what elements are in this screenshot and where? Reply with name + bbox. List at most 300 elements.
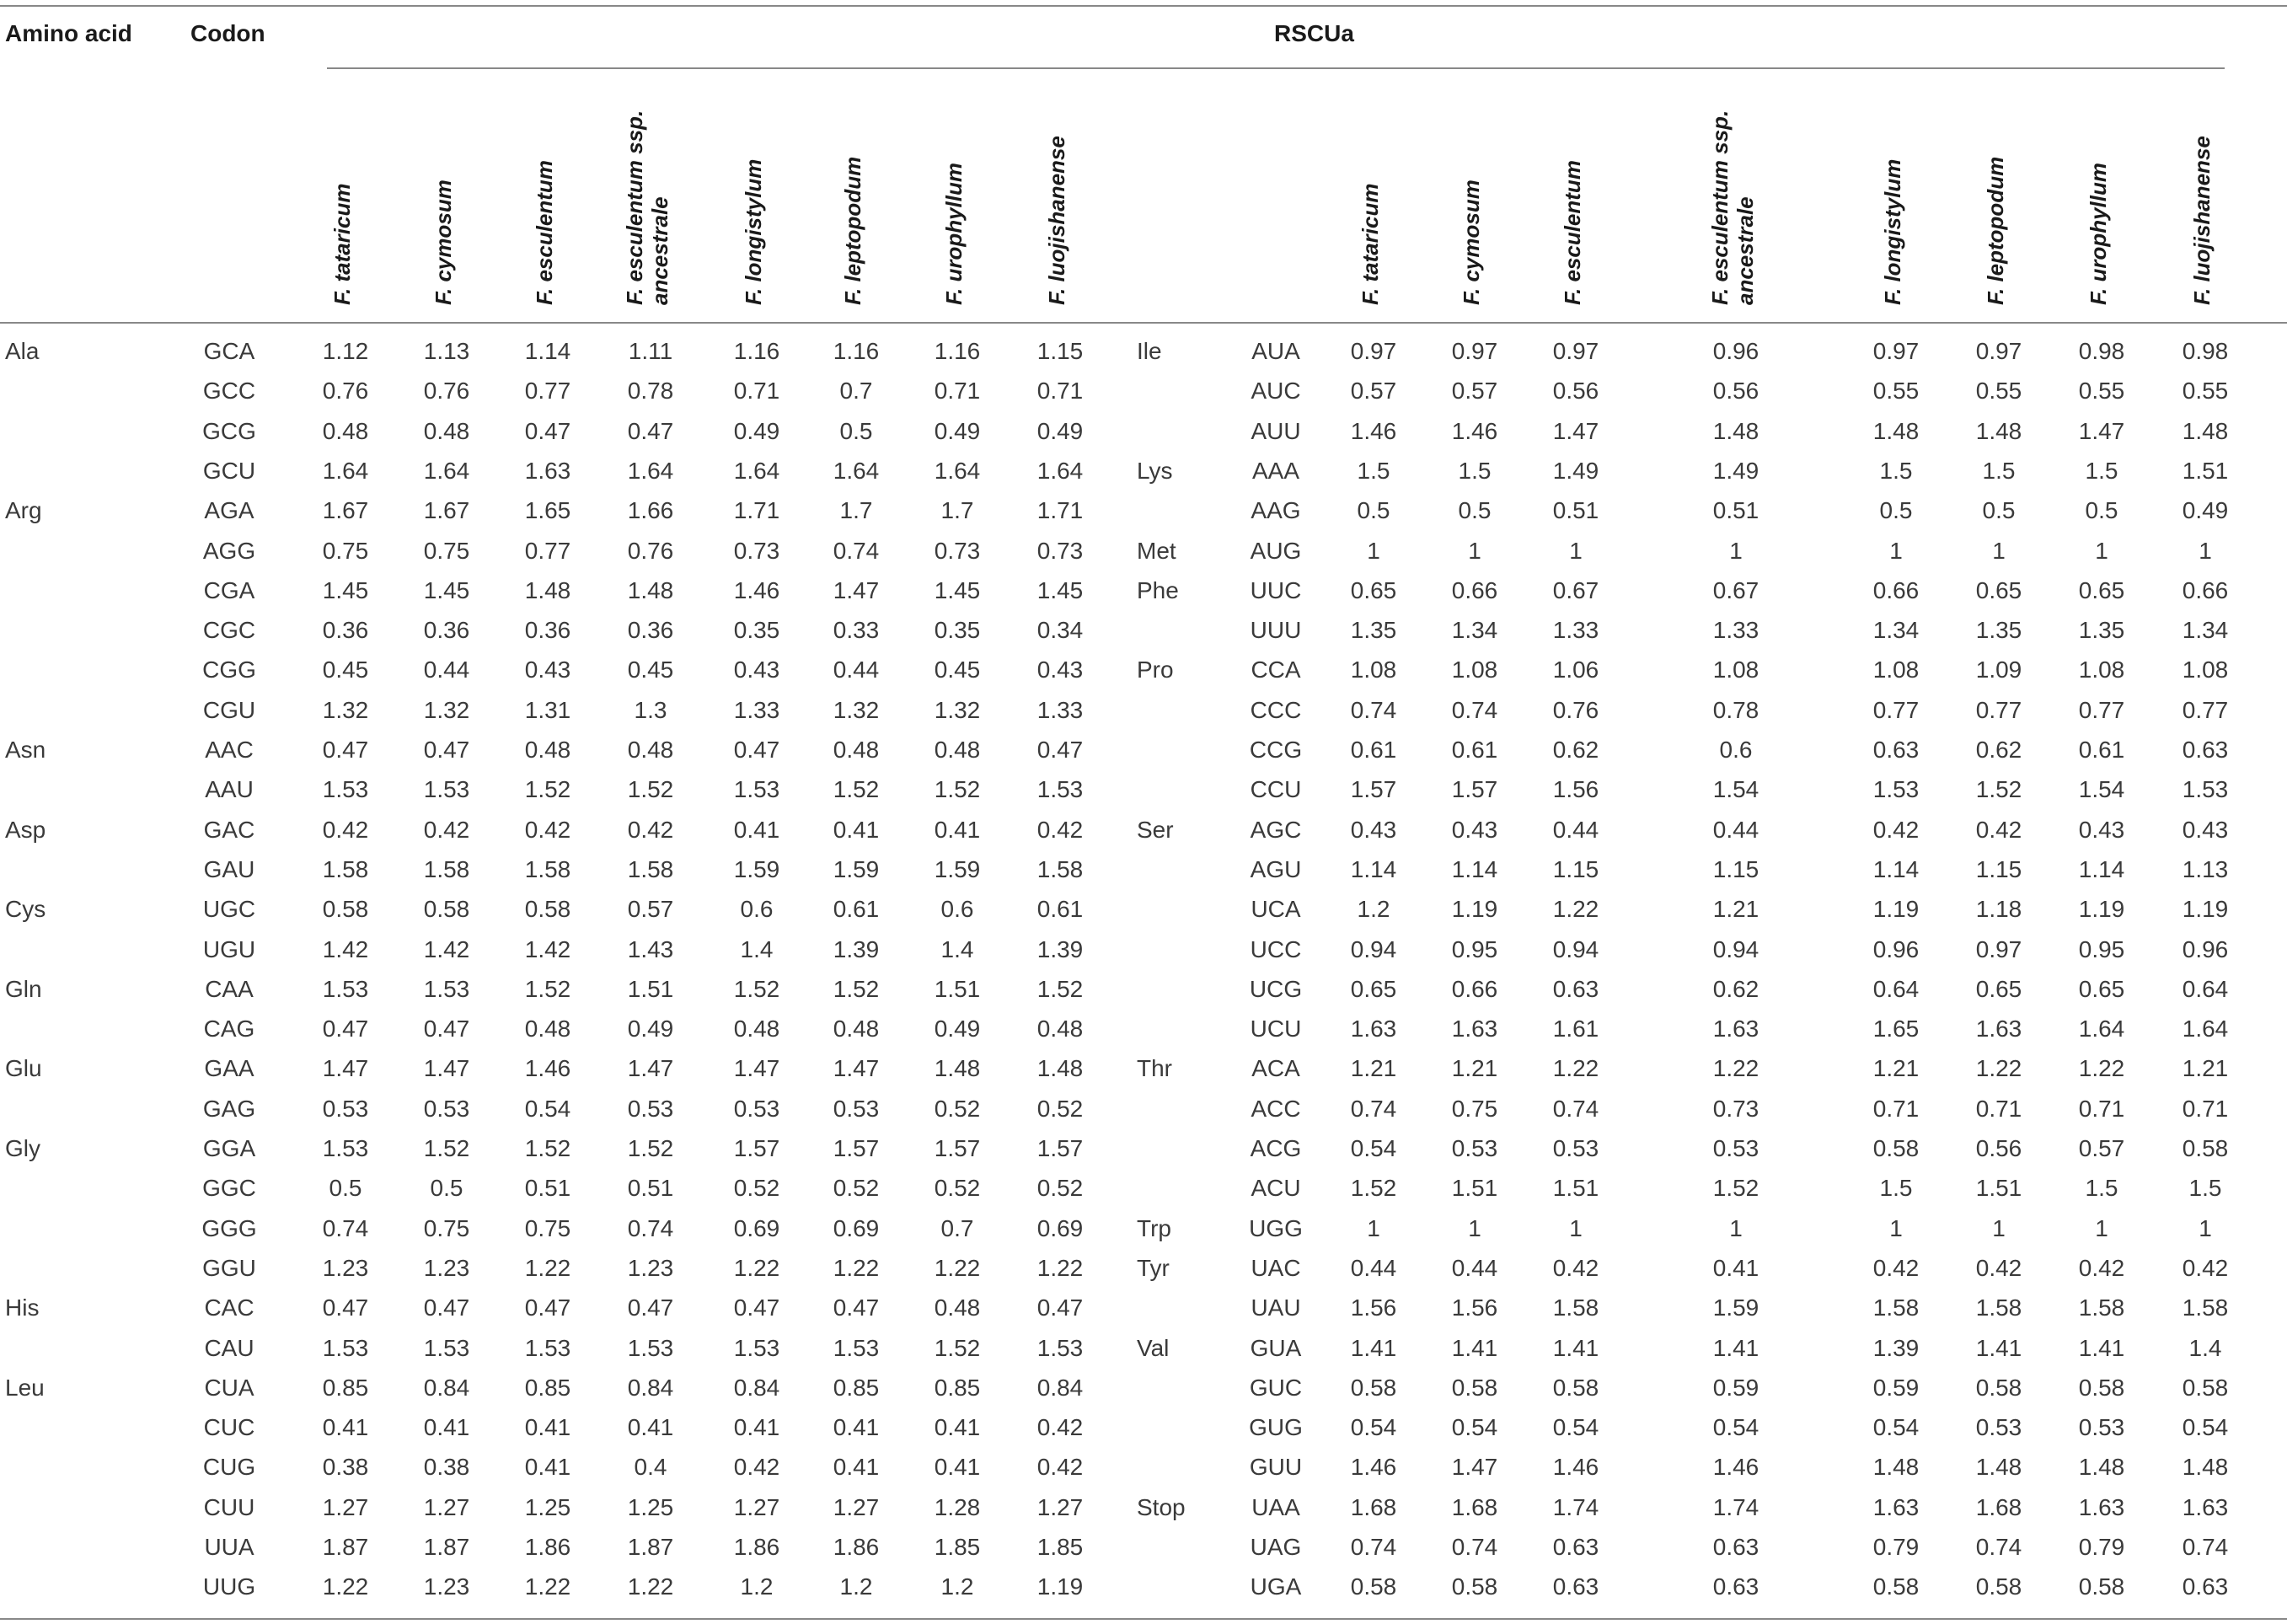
rscu-value-cell: 1.52 (524, 1135, 571, 1161)
species-name-line: F. esculentum (532, 160, 557, 305)
rscu-value-cell: 0.84 (1036, 1374, 1084, 1401)
rscu-value-cell: 0.71 (934, 378, 981, 405)
rscu-value-cell: 1 (2095, 537, 2108, 564)
rscu-value-cell: 0.58 (2078, 1573, 2125, 1600)
rscu-value-cell: 1.52 (1712, 1175, 1759, 1202)
rscu-value-cell: 1.52 (833, 975, 880, 1002)
rscu-value-cell: 1.52 (934, 776, 981, 803)
rscu-value-cell: 1.33 (1036, 696, 1084, 723)
rscu-value-cell: 1.7 (839, 497, 873, 524)
rscu-value-cell: 1.19 (2078, 896, 2125, 923)
rscu-value-cell: 0.6 (940, 896, 974, 923)
rscu-value-cell: 1.33 (1552, 617, 1599, 644)
rscu-value-cell: 1.34 (1872, 617, 1920, 644)
amino-acid-label: Ala (5, 338, 40, 364)
rscu-value-cell: 0.41 (934, 1454, 981, 1481)
rscu-value-cell: 0.75 (423, 537, 470, 564)
rscu-value-cell: 0.38 (322, 1454, 369, 1481)
rscu-value-cell: 0.66 (1451, 975, 1498, 1002)
rscu-value-cell: 1.58 (1975, 1294, 2022, 1321)
rscu-value-cell: 0.71 (1872, 1095, 1920, 1122)
rscu-value-cell: 0.36 (524, 617, 571, 644)
rscu-value-cell: 0.65 (1350, 975, 1397, 1002)
rscu-value-cell: 0.43 (1036, 657, 1084, 683)
rscu-value-cell: 1.56 (1350, 1294, 1397, 1321)
rscu-value-cell: 1.57 (1451, 776, 1498, 803)
rscu-value-cell: 0.65 (1350, 576, 1397, 603)
rscu-value-cell: 1.33 (1712, 617, 1759, 644)
amino-acid-label: Tyr (1137, 1254, 1170, 1281)
rscu-value-cell: 0.77 (524, 378, 571, 405)
rscu-value-cell: 1.22 (322, 1573, 369, 1600)
rscu-value-cell: 1.2 (940, 1573, 974, 1600)
rscu-value-cell: 0.45 (934, 657, 981, 683)
rscu-value-cell: 1.53 (627, 1334, 674, 1361)
rscu-value-cell: 0.48 (833, 1016, 880, 1042)
rscu-value-cell: 0.97 (1451, 338, 1498, 364)
rscu-value-cell: 1.53 (1872, 776, 1920, 803)
rscu-value-cell: 1.65 (1872, 1016, 1920, 1042)
rscu-value-cell: 0.54 (1350, 1135, 1397, 1161)
codon-cell: AAA (1251, 457, 1300, 484)
amino-acid-label: Ile (1137, 338, 1162, 364)
rscu-value-cell: 1.43 (627, 935, 674, 962)
codon-cell: GGU (202, 1254, 256, 1281)
rscu-value-cell: 1.66 (627, 497, 674, 524)
rscu-value-cell: 1.51 (1451, 1175, 1498, 1202)
rscu-value-cell: 1.16 (934, 338, 981, 364)
rscu-value-cell: 1.19 (1036, 1573, 1084, 1600)
rscu-value-cell: 1.58 (322, 855, 369, 882)
rscu-value-cell: 0.33 (833, 617, 880, 644)
codon-cell: GGA (202, 1135, 256, 1161)
rscu-value-cell: 0.61 (2078, 737, 2125, 763)
rscu-value-cell: 1.53 (1036, 1334, 1084, 1361)
rscu-value-cell: 0.47 (1036, 737, 1084, 763)
rscu-value-cell: 0.47 (627, 1294, 674, 1321)
rscu-value-cell: 0.42 (1872, 816, 1920, 843)
rscu-value-cell: 1.85 (934, 1534, 981, 1560)
rscu-value-cell: 1.41 (1975, 1334, 2022, 1361)
rscu-value-cell: 1.5 (1879, 457, 1913, 484)
codon-cell: ACC (1251, 1095, 1301, 1122)
rscu-value-cell: 0.57 (1451, 378, 1498, 405)
species-name-line: F. longistylum (741, 158, 766, 305)
rscu-value-cell: 1.53 (322, 1135, 369, 1161)
codon-cell: GAU (203, 855, 255, 882)
rscu-value-cell: 1.22 (1975, 1055, 2022, 1082)
rscu-value-cell: 0.48 (423, 417, 470, 444)
rscu-value-cell: 1.5 (2085, 457, 2118, 484)
rscu-value-cell: 1.39 (1872, 1334, 1920, 1361)
rscu-value-cell: 0.76 (1552, 696, 1599, 723)
codon-cell: AGA (204, 497, 254, 524)
rscu-value-cell: 1.35 (1350, 617, 1397, 644)
amino-acid-label: Trp (1137, 1214, 1171, 1241)
rscu-value-cell: 1.51 (1975, 1175, 2022, 1202)
rscu-value-cell: 0.42 (524, 816, 571, 843)
rscu-value-cell: 0.47 (322, 1294, 369, 1321)
amino-acid-label: Leu (5, 1374, 45, 1401)
rscu-value-cell: 1.46 (1712, 1454, 1759, 1481)
rscu-value-cell: 0.94 (1712, 935, 1759, 962)
rscu-value-cell: 1.64 (2182, 1016, 2229, 1042)
rscu-value-cell: 1.5 (2188, 1175, 2222, 1202)
rscu-value-cell: 1.35 (1975, 617, 2022, 644)
rscu-value-cell: 0.49 (934, 1016, 981, 1042)
rscu-value-cell: 0.61 (1451, 737, 1498, 763)
rscu-value-cell: 0.74 (1975, 1534, 2022, 1560)
rscu-value-cell: 0.47 (733, 1294, 780, 1321)
codon-cell: GAC (203, 816, 255, 843)
rscu-value-cell: 0.75 (423, 1214, 470, 1241)
amino-acid-label: Arg (5, 497, 42, 524)
species-header (941, 163, 967, 305)
rscu-value-cell: 1 (1729, 537, 1743, 564)
species-name-line: F. cymosum (431, 180, 456, 305)
rscu-value-cell: 0.42 (2182, 1254, 2229, 1281)
rscu-value-cell: 1.4 (2188, 1334, 2222, 1361)
rscu-value-cell: 1.46 (1350, 1454, 1397, 1481)
rscu-value-cell: 0.65 (2078, 975, 2125, 1002)
rscu-value-cell: 1.41 (1712, 1334, 1759, 1361)
codon-cell: CAG (203, 1016, 255, 1042)
rscu-value-cell: 0.63 (1552, 1573, 1599, 1600)
species-header (1358, 184, 1383, 306)
rscu-value-cell: 1.15 (1036, 338, 1084, 364)
rscu-value-cell: 0.41 (524, 1414, 571, 1441)
rscu-value-cell: 0.73 (934, 537, 981, 564)
rscu-value-cell: 0.61 (833, 896, 880, 923)
rscu-value-cell: 1.63 (2182, 1493, 2229, 1520)
header-codon: Codon (190, 20, 265, 46)
codon-cell: CCA (1251, 657, 1301, 683)
rscu-value-cell: 1.22 (1552, 1055, 1599, 1082)
rscu-value-cell: 1.12 (322, 338, 369, 364)
rscu-value-cell: 1.46 (1350, 417, 1397, 444)
rscu-value-cell: 1.68 (1975, 1493, 2022, 1520)
rscu-value-cell: 0.49 (934, 417, 981, 444)
codon-cell: AGU (1250, 855, 1302, 882)
rscu-value-cell: 0.69 (833, 1214, 880, 1241)
species-name-line: F. tataricum (329, 183, 355, 305)
rscu-value-cell: 1.49 (1712, 457, 1759, 484)
species-name-line: F. leptopodum (1983, 156, 2008, 305)
rscu-value-cell: 1.22 (2078, 1055, 2125, 1082)
rscu-value-cell: 0.5 (329, 1175, 362, 1202)
rscu-value-cell: 1.63 (1712, 1016, 1759, 1042)
rscu-value-cell: 0.95 (1451, 935, 1498, 962)
rscu-value-cell: 0.58 (1552, 1374, 1599, 1401)
amino-acid-label: Asn (5, 737, 46, 763)
rscu-value-cell: 0.97 (1975, 935, 2022, 962)
rscu-value-cell: 0.35 (934, 617, 981, 644)
rscu-value-cell: 1.22 (833, 1254, 880, 1281)
rscu-value-cell: 1.4 (940, 935, 974, 962)
rscu-value-cell: 1.54 (2078, 776, 2125, 803)
rscu-value-cell: 1.51 (2182, 457, 2229, 484)
rscu-value-cell: 0.56 (1552, 378, 1599, 405)
rscu-value-cell: 0.5 (1458, 497, 1492, 524)
codon-cell: AUU (1251, 417, 1301, 444)
rscu-value-cell: 1.2 (740, 1573, 774, 1600)
rscu-value-cell: 0.54 (1451, 1414, 1498, 1441)
rscu-value-cell: 0.96 (1712, 338, 1759, 364)
rscu-value-cell: 0.74 (1350, 1534, 1397, 1560)
rscu-value-cell: 0.98 (2182, 338, 2229, 364)
rscu-value-cell: 1.42 (322, 935, 369, 962)
rscu-value-cell: 0.43 (524, 657, 571, 683)
rscu-value-cell: 0.74 (1350, 1095, 1397, 1122)
rscu-value-cell: 1.87 (322, 1534, 369, 1560)
species-header (2189, 136, 2215, 305)
rscu-value-cell: 0.85 (934, 1374, 981, 1401)
rscu-value-cell: 0.5 (2085, 497, 2118, 524)
codon-cell: UUA (204, 1534, 254, 1560)
codon-cell: GCG (202, 417, 256, 444)
codon-cell: UCA (1251, 896, 1301, 923)
rscu-value-cell: 1.23 (627, 1254, 674, 1281)
codon-cell: CUU (203, 1493, 255, 1520)
rscu-value-cell: 1.39 (833, 935, 880, 962)
rscu-value-cell: 1.23 (322, 1254, 369, 1281)
rscu-value-cell: 1.15 (1975, 855, 2022, 882)
rscu-value-cell: 0.5 (839, 417, 873, 444)
rscu-value-cell: 0.78 (1712, 696, 1759, 723)
rscu-value-cell: 0.47 (322, 737, 369, 763)
rscu-value-cell: 1.32 (833, 696, 880, 723)
rscu-value-cell: 1.65 (524, 497, 571, 524)
rscu-value-cell: 1.64 (934, 457, 981, 484)
rscu-value-cell: 1.57 (833, 1135, 880, 1161)
rscu-value-cell: 0.74 (627, 1214, 674, 1241)
species-header (1707, 110, 1758, 305)
rscu-value-cell: 0.41 (833, 1414, 880, 1441)
codon-cell: UCC (1250, 935, 1302, 962)
codon-cell: AGG (202, 537, 256, 564)
codon-cell: UAC (1251, 1254, 1301, 1281)
rscu-value-cell: 0.85 (322, 1374, 369, 1401)
codon-cell: UAG (1250, 1534, 1302, 1560)
codon-cell: CUA (204, 1374, 254, 1401)
codon-cell: CUC (203, 1414, 255, 1441)
rscu-value-cell: 0.48 (934, 1294, 981, 1321)
rscu-value-cell: 0.67 (1712, 576, 1759, 603)
rscu-value-cell: 1.57 (1350, 776, 1397, 803)
rscu-value-cell: 1.67 (423, 497, 470, 524)
rscu-value-cell: 1.23 (423, 1254, 470, 1281)
rscu-value-cell: 0.79 (2078, 1534, 2125, 1560)
rscu-value-cell: 0.55 (2078, 378, 2125, 405)
rscu-value-cell: 0.43 (1350, 816, 1397, 843)
codon-cell: UGG (1249, 1214, 1303, 1241)
rscu-value-cell: 1.23 (423, 1573, 470, 1600)
rscu-value-cell: 0.77 (2182, 696, 2229, 723)
codon-cell: UUU (1250, 617, 1302, 644)
rscu-value-cell: 1.53 (2182, 776, 2229, 803)
rscu-value-cell: 0.55 (2182, 378, 2229, 405)
rscu-value-cell: 0.42 (1036, 816, 1084, 843)
rscu-value-cell: 1.14 (1451, 855, 1498, 882)
rscu-value-cell: 1 (1992, 537, 2006, 564)
rscu-value-cell: 1.63 (1451, 1016, 1498, 1042)
rscu-value-cell: 0.57 (2078, 1135, 2125, 1161)
rscu-value-cell: 1.63 (2078, 1493, 2125, 1520)
codon-cell: CCG (1249, 737, 1303, 763)
rscu-value-cell: 1.64 (733, 457, 780, 484)
rscu-value-cell: 1.48 (2182, 417, 2229, 444)
amino-acid-label: Lys (1137, 457, 1173, 484)
rscu-value-cell: 1.61 (1552, 1016, 1599, 1042)
species-name-line: F. luojishanense (1044, 136, 1069, 305)
rscu-value-cell: 0.53 (833, 1095, 880, 1122)
rscu-value-cell: 1.06 (1552, 657, 1599, 683)
rscu-value-cell: 1.32 (322, 696, 369, 723)
rscu-value-cell: 1.64 (833, 457, 880, 484)
rscu-value-cell: 1.53 (733, 1334, 780, 1361)
rscu-value-cell: 0.58 (2182, 1135, 2229, 1161)
rscu-value-cell: 1.48 (627, 576, 674, 603)
rscu-value-cell: 1.19 (1451, 896, 1498, 923)
rscu-value-cell: 1.13 (2182, 855, 2229, 882)
codon-cell: UCU (1250, 1016, 1302, 1042)
rscu-value-cell: 1.86 (524, 1534, 571, 1560)
rscu-value-cell: 0.5 (1357, 497, 1390, 524)
codon-cell: CCU (1250, 776, 1302, 803)
species-header (1880, 159, 1905, 305)
rscu-value-cell: 1.08 (1451, 657, 1498, 683)
rscu-value-cell: 1.51 (627, 975, 674, 1002)
rscu-value-cell: 1.5 (1982, 457, 2016, 484)
rscu-value-cell: 1.52 (524, 776, 571, 803)
rscu-value-cell: 0.54 (1712, 1414, 1759, 1441)
rscu-value-cell: 1.52 (627, 1135, 674, 1161)
rscu-value-cell: 0.42 (627, 816, 674, 843)
rscu-value-cell: 0.73 (733, 537, 780, 564)
species-name-line: F. esculentum (1560, 160, 1585, 305)
codon-cell: UGC (202, 896, 256, 923)
rscu-value-cell: 1.08 (1712, 657, 1759, 683)
rscu-value-cell: 1.25 (627, 1493, 674, 1520)
rscu-value-cell: 0.42 (1036, 1414, 1084, 1441)
rscu-value-cell: 1.22 (627, 1573, 674, 1600)
rscu-value-cell: 1.46 (1552, 1454, 1599, 1481)
rscu-value-cell: 0.63 (1552, 975, 1599, 1002)
rscu-value-cell: 1.18 (1975, 896, 2022, 923)
rscu-value-cell: 0.63 (1712, 1534, 1759, 1560)
rscu-value-cell: 0.66 (2182, 576, 2229, 603)
rscu-value-cell: 0.44 (423, 657, 470, 683)
rscu-value-cell: 1 (1889, 537, 1903, 564)
rscu-value-cell: 0.74 (1451, 1534, 1498, 1560)
rscu-value-cell: 1.59 (833, 855, 880, 882)
rscu-value-cell: 1.48 (934, 1055, 981, 1082)
rscu-value-cell: 1.54 (1712, 776, 1759, 803)
codon-cell: UAU (1251, 1294, 1301, 1321)
rscu-value-cell: 1.51 (934, 975, 981, 1002)
species-name-line: ancestrale (647, 196, 672, 305)
rscu-value-cell: 0.42 (1975, 816, 2022, 843)
rscu-value-cell: 1 (1569, 1214, 1583, 1241)
rscu-value-cell: 0.53 (2078, 1414, 2125, 1441)
rscu-value-cell: 0.74 (322, 1214, 369, 1241)
rscu-value-cell: 1.52 (1975, 776, 2022, 803)
rscu-value-cell: 1.53 (322, 975, 369, 1002)
rscu-value-cell: 0.98 (2078, 338, 2125, 364)
rscu-value-cell: 1.49 (1552, 457, 1599, 484)
table-bottom-rule (0, 1618, 2287, 1620)
codon-cell: AUC (1251, 378, 1301, 405)
rscu-value-cell: 0.61 (1350, 737, 1397, 763)
rscu-value-cell: 0.47 (627, 417, 674, 444)
species-name-line: F. esculentum ssp. (622, 110, 647, 305)
codon-cell: AAC (205, 737, 254, 763)
rscu-value-cell: 0.52 (934, 1175, 981, 1202)
species-name-line: ancestrale (1733, 196, 1758, 305)
rscu-value-cell: 0.65 (2078, 576, 2125, 603)
codon-cell: CAU (204, 1334, 254, 1361)
rscu-value-cell: 1.53 (322, 776, 369, 803)
rscu-value-cell: 0.38 (423, 1454, 470, 1481)
codon-cell: UGU (202, 935, 256, 962)
amino-acid-label: Phe (1137, 576, 1179, 603)
rscu-value-cell: 1.59 (934, 855, 981, 882)
rscu-value-cell: 0.48 (934, 737, 981, 763)
rscu-value-cell: 0.54 (1350, 1414, 1397, 1441)
rscu-value-cell: 1.7 (940, 497, 974, 524)
species-name-line: F. tataricum (1358, 183, 1383, 305)
rscu-value-cell: 1.52 (423, 1135, 470, 1161)
rscu-value-cell: 0.65 (1975, 576, 2022, 603)
rscu-value-cell: 0.51 (524, 1175, 571, 1202)
rscu-value-cell: 0.75 (322, 537, 369, 564)
rscu-value-cell: 1.42 (524, 935, 571, 962)
rscu-value-cell: 0.77 (1872, 696, 1920, 723)
rscu-value-cell: 0.43 (733, 657, 780, 683)
codon-cell: ACG (1250, 1135, 1302, 1161)
rscu-value-cell: 0.44 (1552, 816, 1599, 843)
rscu-value-cell: 0.42 (423, 816, 470, 843)
rscu-value-cell: 1.3 (634, 696, 667, 723)
rscu-value-cell: 1.47 (322, 1055, 369, 1082)
codon-cell: CGA (203, 576, 255, 603)
codon-cell: UGA (1250, 1573, 1302, 1600)
rscu-value-cell: 0.97 (1350, 338, 1397, 364)
species-name-line: F. leptopodum (840, 156, 865, 305)
rscu-value-cell: 1.68 (1451, 1493, 1498, 1520)
amino-acid-label: Gly (5, 1135, 40, 1161)
codon-cell: ACU (1251, 1175, 1301, 1202)
rscu-value-cell: 1.53 (733, 776, 780, 803)
rscu-value-cell: 0.63 (1712, 1573, 1759, 1600)
rscu-value-cell: 0.55 (1975, 378, 2022, 405)
rscu-value-cell: 0.51 (1712, 497, 1759, 524)
rscu-value-cell: 0.42 (1552, 1254, 1599, 1281)
rscu-value-cell: 0.49 (627, 1016, 674, 1042)
rscu-value-cell: 1.39 (1036, 935, 1084, 962)
rscu-value-cell: 0.94 (1350, 935, 1397, 962)
species-header (532, 160, 557, 305)
rscu-value-cell: 0.42 (1872, 1254, 1920, 1281)
rscu-value-cell: 0.76 (322, 378, 369, 405)
rscu-value-cell: 1.52 (524, 975, 571, 1002)
codon-cell: UUG (202, 1573, 256, 1600)
rscu-value-cell: 0.53 (1975, 1414, 2022, 1441)
rscu-value-cell: 0.34 (1036, 617, 1084, 644)
rscu-value-cell: 0.96 (2182, 935, 2229, 962)
rscu-value-cell: 0.71 (1036, 378, 1084, 405)
rscu-value-cell: 0.49 (733, 417, 780, 444)
